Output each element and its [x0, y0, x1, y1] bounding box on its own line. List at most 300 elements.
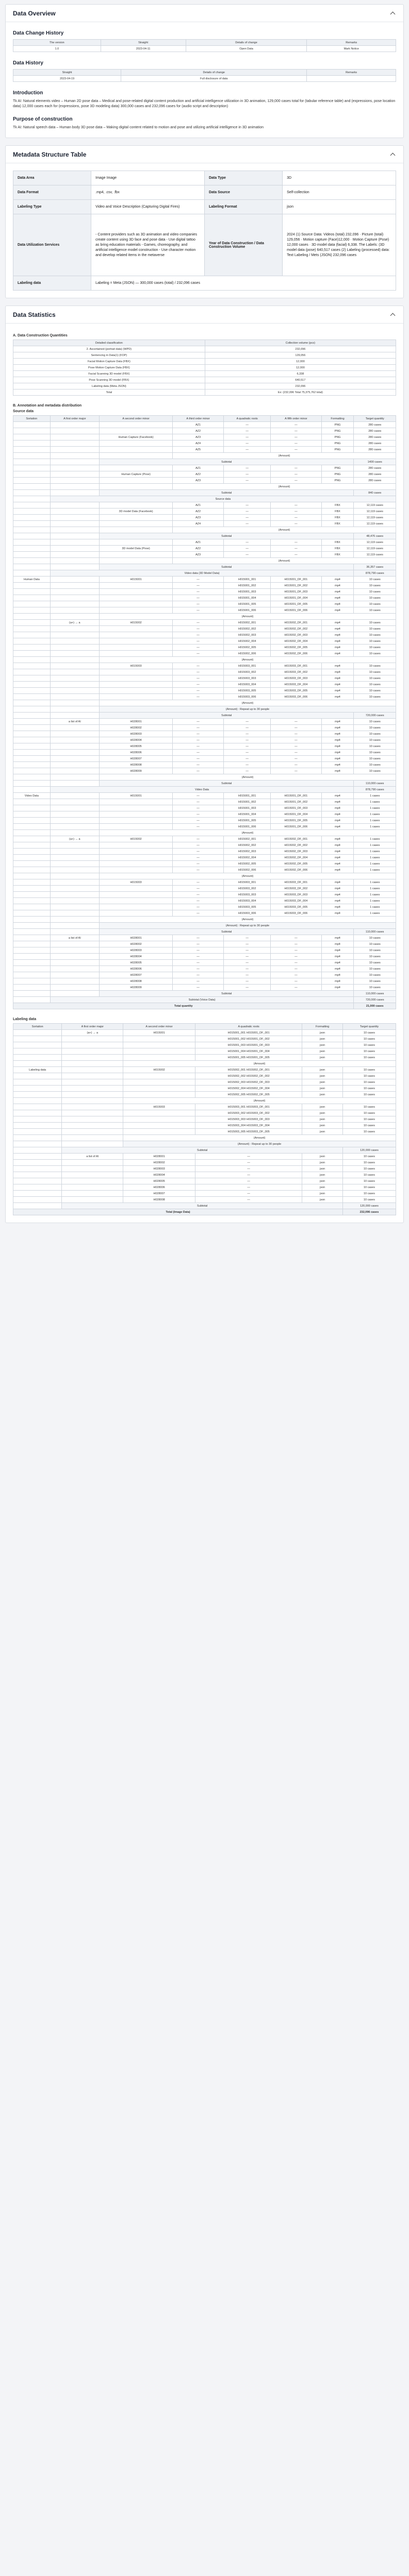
- table-row: [13, 434, 396, 440]
- table-cell: 129,056: [205, 352, 396, 359]
- table-header-row: [13, 340, 396, 346]
- table-cell: H015003_006: [223, 694, 270, 700]
- table-cell: 1 cases: [354, 898, 396, 904]
- table-cell: [13, 1123, 62, 1129]
- table-cell: [13, 546, 51, 552]
- table-cell: 10 cases: [342, 1178, 396, 1184]
- table-cell: H015003_DF_004: [271, 682, 321, 688]
- table-cell: mp4: [321, 805, 354, 811]
- table-cell: H015002_001 H015002_DF_001: [195, 1067, 302, 1073]
- table-cell: (a+) → a: [50, 836, 99, 842]
- table-row: [13, 1209, 396, 1215]
- table-cell: 10 cases: [354, 756, 396, 762]
- table-cell: [99, 583, 172, 589]
- table-cell: H015002_005 H015002_DF_005: [195, 1092, 302, 1098]
- table-cell: H015001_DF_006: [271, 824, 321, 830]
- table-cell: —: [173, 954, 224, 960]
- table-cell: [99, 527, 172, 533]
- table-cell: AZ2: [173, 471, 224, 478]
- table-cell: [50, 502, 99, 509]
- table-cell: Ex: (232,096 Total 75,375,762 total): [205, 389, 396, 396]
- table-cell: Subtotal: [99, 781, 354, 787]
- table-cell: [13, 836, 51, 842]
- table-cell: H015001_005 H015001_DF_005: [195, 1055, 302, 1061]
- section-title: Data Statistics: [13, 311, 56, 318]
- table-cell: H028005: [123, 1178, 195, 1184]
- table-cell: H015001_004: [223, 811, 270, 818]
- table-cell: json: [302, 1129, 342, 1135]
- table-row: [13, 836, 396, 842]
- table-cell: H028003: [99, 947, 172, 954]
- table-cell: 1 cases: [354, 861, 396, 867]
- table-cell: [13, 762, 51, 768]
- table-cell: H015003_001: [223, 879, 270, 886]
- table-cell: FBX: [321, 546, 354, 552]
- table-cell: [62, 1042, 123, 1048]
- table-cell: —: [223, 434, 270, 440]
- statistics-header[interactable]: [6, 306, 403, 324]
- table-cell: mp4: [321, 638, 354, 645]
- table-cell: 110,000 cases: [354, 991, 396, 997]
- table-cell: [50, 459, 99, 465]
- table-cell: —: [173, 638, 224, 645]
- table-cell: [13, 849, 51, 855]
- data-overview-header[interactable]: [6, 5, 403, 22]
- table-cell: json: [302, 1197, 342, 1203]
- table-cell: json: [302, 1067, 342, 1073]
- table-cell: [99, 811, 172, 818]
- table-cell: [99, 645, 172, 651]
- table-cell: [50, 428, 99, 434]
- table-cell: —: [173, 947, 224, 954]
- table-cell: [307, 76, 396, 82]
- table-cell: 10 cases: [342, 1036, 396, 1042]
- table-cell: 1 cases: [354, 799, 396, 805]
- table-row: [13, 447, 396, 453]
- table-cell: [50, 929, 99, 935]
- table-cell: 10 cases: [342, 1129, 396, 1135]
- table-cell: H028008: [99, 978, 172, 985]
- table-cell: [13, 1172, 62, 1178]
- table-cell: [13, 1141, 62, 1147]
- table-cell: mp4: [321, 910, 354, 917]
- table-cell: 1 cases: [354, 793, 396, 799]
- table-cell: H015002_002: [223, 842, 270, 849]
- table-row: [13, 546, 396, 552]
- table-row: [13, 614, 396, 620]
- table-cell: PNG: [321, 428, 354, 434]
- table-cell: H028009: [99, 985, 172, 991]
- table-header-cell: Sortation: [13, 416, 51, 422]
- table-cell: H028006: [99, 750, 172, 756]
- table-header-cell: Sortation: [13, 1024, 62, 1030]
- table-cell: [13, 1135, 62, 1141]
- table-cell: [13, 873, 51, 879]
- table-cell: [99, 515, 172, 521]
- table-cell: 1 cases: [354, 805, 396, 811]
- table-row: [13, 1172, 396, 1178]
- table-cell: AZ3: [173, 552, 224, 558]
- table-cell: [50, 774, 99, 781]
- table-cell: [50, 651, 99, 657]
- table-cell: [13, 1104, 62, 1110]
- table-cell: —: [271, 756, 321, 762]
- table-cell: [13, 830, 51, 836]
- table-cell: [13, 1092, 62, 1098]
- table-cell: —: [173, 805, 224, 811]
- table-header-cell: Target quantity: [354, 416, 396, 422]
- table-cell: —: [173, 799, 224, 805]
- table-row: [13, 694, 396, 700]
- table-cell: H015003_DF_003: [271, 892, 321, 898]
- table-cell: Subtotal: [99, 459, 354, 465]
- table-cell: [50, 546, 99, 552]
- table-row: [13, 1129, 396, 1135]
- table-cell: H015001_DF_001: [271, 793, 321, 799]
- table-cell: [50, 737, 99, 743]
- table-cell: 10 cases: [342, 1092, 396, 1098]
- table-cell: —: [223, 440, 270, 447]
- table-cell: [50, 985, 99, 991]
- table-cell: [62, 1160, 123, 1166]
- meta-value: json: [283, 200, 396, 214]
- table-cell: H015001_DF_005: [271, 601, 321, 607]
- table-cell: 21,000 cases: [354, 1003, 396, 1009]
- table-cell: —: [173, 910, 224, 917]
- table-cell: —: [173, 607, 224, 614]
- change-history-table: [13, 39, 396, 52]
- table-cell: [99, 842, 172, 849]
- table-cell: 1 cases: [354, 855, 396, 861]
- table-cell: [99, 849, 172, 855]
- meta-label: Data Utilization Services: [13, 214, 91, 276]
- table-row: [13, 954, 396, 960]
- table-cell: json: [302, 1184, 342, 1191]
- table-cell: [13, 787, 51, 793]
- table-cell: FBX: [321, 509, 354, 515]
- table-cell: AZ1: [173, 539, 224, 546]
- table-cell: —: [173, 849, 224, 855]
- table-cell: 1 cases: [354, 849, 396, 855]
- meta-label: Data Format: [13, 185, 91, 200]
- table-row: [13, 886, 396, 892]
- table-cell: 1 cases: [354, 867, 396, 873]
- table-cell: H015001_005: [223, 818, 270, 824]
- table-cell: —: [271, 985, 321, 991]
- table-cell: [50, 941, 99, 947]
- table-cell: [50, 527, 99, 533]
- table-cell: —: [271, 521, 321, 527]
- table-cell: —: [173, 731, 224, 737]
- table-cell: Total: [13, 389, 205, 396]
- table-cell: [50, 756, 99, 762]
- table-cell: (Amount): [173, 558, 396, 564]
- table-cell: [50, 917, 99, 923]
- table-cell: H015002: [123, 1067, 195, 1073]
- table-cell: [50, 910, 99, 917]
- table-row: [13, 552, 396, 558]
- table-cell: mp4: [321, 898, 354, 904]
- table-cell: —: [173, 601, 224, 607]
- table-cell: H028007: [99, 972, 172, 978]
- meta-label: Labeling Type: [13, 200, 91, 214]
- table-cell: mp4: [321, 731, 354, 737]
- table-cell: mp4: [321, 855, 354, 861]
- table-cell: —: [223, 478, 270, 484]
- table-cell: (Amount): [99, 774, 396, 781]
- table-cell: 10 cases: [354, 954, 396, 960]
- table-cell: 720,000 cases: [354, 713, 396, 719]
- table-cell: H028004: [99, 737, 172, 743]
- table-cell: —: [195, 1197, 302, 1203]
- table-row: [13, 1030, 396, 1036]
- table-cell: [99, 502, 172, 509]
- table-cell: [13, 440, 51, 447]
- table-cell: (Amount): [99, 830, 396, 836]
- table-cell: json: [302, 1030, 342, 1036]
- table-cell: H028006: [123, 1184, 195, 1191]
- table-cell: Pose Scanning 3D model (FBX): [13, 377, 205, 383]
- table-cell: [13, 879, 51, 886]
- table-cell: H015003_005: [223, 688, 270, 694]
- table-row: [13, 465, 396, 471]
- chevron-up-icon[interactable]: [390, 312, 396, 318]
- table-cell: [50, 669, 99, 675]
- table-cell: —: [223, 756, 270, 762]
- table-cell: H015001_006: [223, 607, 270, 614]
- table-row: [13, 1197, 396, 1203]
- table-cell: 10 cases: [354, 725, 396, 731]
- table-cell: H028005: [99, 960, 172, 966]
- table-cell: 232,096 cases: [342, 1209, 396, 1215]
- table-cell: H015001_DF_001: [271, 577, 321, 583]
- table-row: [13, 1160, 396, 1166]
- table-row: [13, 910, 396, 917]
- table-cell: —: [271, 978, 321, 985]
- table-row: [13, 471, 396, 478]
- table-row: [13, 564, 396, 570]
- table-cell: json: [302, 1079, 342, 1086]
- table-cell: [50, 750, 99, 756]
- table-cell: H015003_004: [223, 898, 270, 904]
- table-cell: 10 cases: [354, 663, 396, 669]
- table-cell: 2023-04-11: [101, 46, 186, 52]
- table-cell: 10 cases: [354, 632, 396, 638]
- table-cell: 878,790 cases: [354, 787, 396, 793]
- table-row: [13, 1123, 396, 1129]
- table-cell: H015001_DF_002: [271, 583, 321, 589]
- table-cell: [50, 552, 99, 558]
- table-cell: [123, 1036, 195, 1042]
- table-cell: [62, 1141, 123, 1147]
- table-row: [13, 663, 396, 669]
- table-row: [13, 527, 396, 533]
- table-cell: [13, 706, 51, 713]
- table-cell: Video data (3D Model Data): [50, 570, 354, 577]
- table-cell: [50, 879, 99, 886]
- table-cell: (Amount): [123, 1135, 396, 1141]
- table-cell: —: [271, 478, 321, 484]
- meta-row: [13, 171, 396, 185]
- table-cell: [99, 651, 172, 657]
- table-row: [13, 502, 396, 509]
- table-cell: H028007: [99, 756, 172, 762]
- table-cell: mp4: [321, 675, 354, 682]
- table-cell: H028006: [99, 966, 172, 972]
- table-cell: H015002: [99, 620, 172, 626]
- table-cell: 120,000 cases: [342, 1203, 396, 1209]
- table-cell: —: [223, 743, 270, 750]
- table-cell: H015002_DF_001: [271, 620, 321, 626]
- table-cell: [13, 626, 51, 632]
- table-cell: —: [173, 583, 224, 589]
- chevron-up-icon[interactable]: [390, 151, 396, 158]
- table-cell: [13, 1061, 62, 1067]
- table-cell: [50, 713, 99, 719]
- table-cell: AZ1: [173, 465, 224, 471]
- table-row: [13, 589, 396, 595]
- table-cell: [50, 972, 99, 978]
- table-row: [13, 762, 396, 768]
- table-cell: [13, 496, 51, 502]
- table-cell: —: [271, 552, 321, 558]
- table-cell: [50, 675, 99, 682]
- table-cell: [62, 1191, 123, 1197]
- table-cell: Sentencing in Data(1) (FOP): [13, 352, 205, 359]
- table-cell: Source data: [50, 496, 396, 502]
- table-cell: 10 cases: [354, 966, 396, 972]
- table-cell: mp4: [321, 595, 354, 601]
- table-cell: [13, 515, 51, 521]
- table-cell: Subtotal: [62, 1147, 343, 1154]
- table-cell: [62, 1123, 123, 1129]
- table-cell: 840 cases: [354, 490, 396, 496]
- metadata-header[interactable]: [6, 146, 403, 163]
- table-cell: 10 cases: [354, 669, 396, 675]
- table-cell: —: [271, 743, 321, 750]
- table-cell: [13, 490, 51, 496]
- table-cell: Subtotal: [99, 991, 354, 997]
- table-cell: [13, 527, 51, 533]
- table-cell: mp4: [321, 793, 354, 799]
- table-cell: [13, 558, 51, 564]
- table-cell: H015003_002 H015003_DF_002: [195, 1110, 302, 1116]
- table-cell: [50, 583, 99, 589]
- table-cell: —: [223, 985, 270, 991]
- table-cell: Video Data: [50, 787, 354, 793]
- table-cell: —: [223, 471, 270, 478]
- table-cell: (Amount) : Repeat up to 30 people: [99, 923, 396, 929]
- table-cell: [50, 904, 99, 910]
- table-cell: [50, 966, 99, 972]
- table-cell: —: [223, 509, 270, 515]
- table-cell: Facial Motion Capture Data (FBX): [13, 359, 205, 365]
- table-cell: —: [173, 632, 224, 638]
- table-cell: [123, 1073, 195, 1079]
- data-history-title: Data History: [13, 60, 43, 66]
- table-cell: —: [173, 978, 224, 985]
- table-row: [13, 453, 396, 459]
- table-cell: Full disclosure of data: [121, 76, 307, 82]
- table-row: [13, 638, 396, 645]
- table-row: [13, 781, 396, 787]
- intro-title: Introduction: [13, 90, 43, 96]
- table-cell: mp4: [321, 768, 354, 774]
- meta-value: 3D: [283, 171, 396, 185]
- table-cell: Facial Scanning 3D model (FBX): [13, 371, 205, 377]
- table-cell: [123, 1129, 195, 1135]
- table-row: [13, 1141, 396, 1147]
- table-cell: —: [173, 836, 224, 842]
- table-cell: [99, 465, 172, 471]
- table-cell: —: [223, 935, 270, 941]
- table-cell: [99, 682, 172, 688]
- table-cell: H028009: [99, 768, 172, 774]
- table-cell: 10 cases: [342, 1172, 396, 1178]
- table-cell: —: [173, 663, 224, 669]
- table-cell: [50, 632, 99, 638]
- table-row: [13, 923, 396, 929]
- table-cell: 36,357 cases: [354, 564, 396, 570]
- table-cell: (Amount): [173, 527, 396, 533]
- table-cell: [62, 1110, 123, 1116]
- table-cell: [62, 1086, 123, 1092]
- table-cell: —: [173, 861, 224, 867]
- table-cell: 110,000 cases: [354, 781, 396, 787]
- table-cell: H015003_DF_001: [271, 879, 321, 886]
- table-header-cell: Detailed classification: [13, 340, 205, 346]
- table-cell: [50, 601, 99, 607]
- table-cell: [62, 1172, 123, 1178]
- table-cell: [13, 898, 51, 904]
- table-cell: H015002_DF_003: [271, 849, 321, 855]
- quantities-table: [13, 340, 396, 396]
- table-cell: H015002_004: [223, 638, 270, 645]
- table-cell: H015002_005: [223, 645, 270, 651]
- table-cell: —: [195, 1166, 302, 1172]
- table-row: [13, 805, 396, 811]
- table-cell: —: [195, 1184, 302, 1191]
- table-cell: 10 cases: [354, 577, 396, 583]
- table-cell: mp4: [321, 750, 354, 756]
- table-cell: 10 cases: [342, 1079, 396, 1086]
- table-row: [13, 972, 396, 978]
- table-cell: H015003_004 H015003_DF_004: [195, 1123, 302, 1129]
- table-cell: json: [302, 1123, 342, 1129]
- table-cell: [62, 1055, 123, 1061]
- statistics-section: [5, 306, 404, 1223]
- source-data-title: Source data: [13, 410, 34, 413]
- table-cell: FBX: [321, 502, 354, 509]
- table-cell: Total quantity: [13, 1003, 354, 1009]
- table-cell: H028002: [99, 941, 172, 947]
- table-cell: —: [173, 589, 224, 595]
- table-cell: 12,000: [205, 365, 396, 371]
- table-cell: [13, 1079, 62, 1086]
- chevron-up-icon[interactable]: [390, 10, 396, 16]
- table-cell: [123, 1079, 195, 1086]
- table-row: [13, 1184, 396, 1191]
- meta-value: Self-collection: [283, 185, 396, 200]
- table-cell: [62, 1184, 123, 1191]
- table-cell: [50, 923, 99, 929]
- table-cell: —: [223, 947, 270, 954]
- table-cell: H028002: [123, 1160, 195, 1166]
- table-cell: mp4: [321, 985, 354, 991]
- table-cell: H015003_DF_003: [271, 675, 321, 682]
- table-cell: —: [173, 651, 224, 657]
- table-cell: [50, 484, 99, 490]
